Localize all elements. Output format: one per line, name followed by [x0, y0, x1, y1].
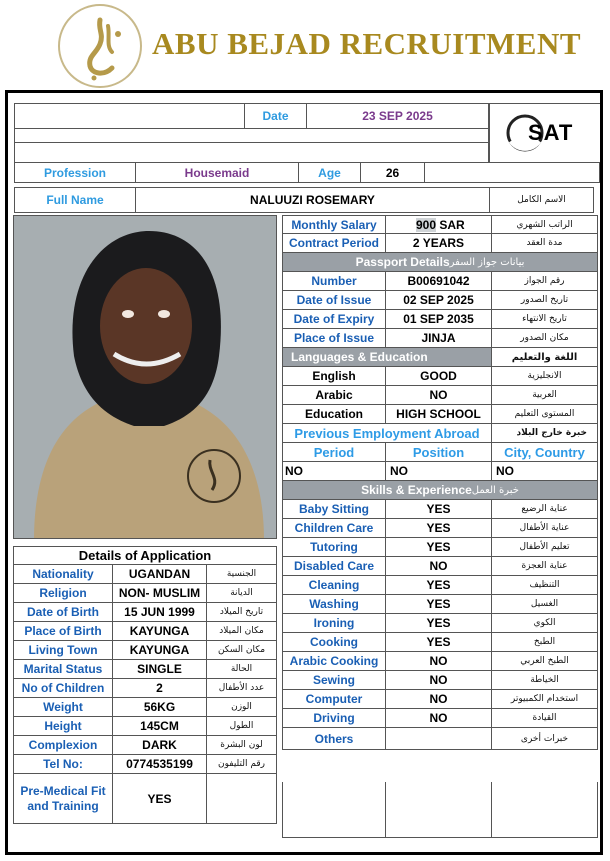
application-row — [13, 736, 277, 755]
brand-logo — [58, 4, 142, 88]
skill-row-label: Driving — [282, 709, 386, 728]
profession-row — [8, 163, 600, 183]
skill-row-ar: الخياطة — [492, 671, 598, 690]
language-row-value: HIGH SCHOOL — [386, 405, 492, 424]
application-row-value: 0774535199 — [113, 755, 207, 774]
language-row-label: Education — [282, 405, 386, 424]
skill-row — [282, 728, 598, 750]
application-row-label: Weight — [13, 698, 113, 717]
period-row — [282, 234, 598, 253]
application-row-label: Nationality — [13, 565, 113, 584]
skill-row-label: Ironing — [282, 614, 386, 633]
skill-row-value: NO — [386, 690, 492, 709]
passport-row — [282, 291, 598, 310]
skill-row-ar: عناية الأطفال — [492, 519, 598, 538]
passport-row — [282, 272, 598, 291]
skill-row-label: Others — [282, 728, 386, 750]
language-row-value: GOOD — [386, 367, 492, 386]
application-row-ar: الوزن — [207, 698, 277, 717]
skill-row — [282, 500, 598, 519]
application-row-label: No of Children — [13, 679, 113, 698]
employment-value-period: NO — [282, 462, 386, 481]
application-row-ar: رقم التليفون — [207, 755, 277, 774]
skill-row-ar: التنظيف — [492, 576, 598, 595]
passport-row-ar: رقم الجواز — [492, 272, 598, 291]
fullname-ar: الاسم الكامل — [490, 187, 594, 213]
passport-row-value: 01 SEP 2035 — [386, 310, 492, 329]
page-header — [0, 0, 610, 90]
brand-name: ABU BEJAD RECRUITMENT — [152, 26, 582, 61]
salary-label: Monthly Salary — [282, 215, 386, 234]
skill-row-value: NO — [386, 652, 492, 671]
skill-row — [282, 519, 598, 538]
languages-title-ar: اللغة والتعليم — [492, 348, 598, 367]
application-row-value: DARK — [113, 736, 207, 755]
application-row-value: SINGLE — [113, 660, 207, 679]
employment-header-position: Position — [386, 443, 492, 462]
passport-row-label: Number — [282, 272, 386, 291]
medical-label: Pre-Medical Fit and Training — [13, 774, 113, 824]
skill-row-label: Cleaning — [282, 576, 386, 595]
application-row — [13, 755, 277, 774]
application-row — [13, 565, 277, 584]
application-row-value: NON- MUSLIM — [113, 584, 207, 603]
passport-section-header — [282, 253, 598, 272]
application-row-label: Place of Birth — [13, 622, 113, 641]
passport-row-value: JINJA — [386, 329, 492, 348]
skill-row-ar: الغسيل — [492, 595, 598, 614]
salary-ar: الراتب الشهري — [492, 215, 598, 234]
period-value: 2 YEARS — [386, 234, 492, 253]
application-row-ar: تاريخ الميلاد — [207, 603, 277, 622]
employment-header-city: City, Country — [492, 443, 598, 462]
date-label: Date — [245, 103, 307, 129]
employment-title: Previous Employment Abroad — [282, 424, 492, 443]
salary-currency: SAR — [439, 217, 465, 232]
skill-row-value: NO — [386, 671, 492, 690]
skill-row-ar: استخدام الكمبيوتر — [492, 690, 598, 709]
application-row-ar: عدد الأطفال — [207, 679, 277, 698]
skill-row — [282, 709, 598, 728]
skills-title-ar: خبرة العمل — [471, 484, 519, 496]
employment-title-ar: خبرة خارج البلاد — [492, 424, 598, 443]
employment-headers — [282, 443, 598, 462]
fullname-row — [14, 187, 594, 213]
period-label: Contract Period — [282, 234, 386, 253]
skill-row-label: Arabic Cooking — [282, 652, 386, 671]
application-row — [13, 584, 277, 603]
application-row-label: Height — [13, 717, 113, 736]
skill-row-value: YES — [386, 500, 492, 519]
skill-row — [282, 652, 598, 671]
skill-row-value: YES — [386, 576, 492, 595]
passport-row-ar: تاريخ الصدور — [492, 291, 598, 310]
skill-row — [282, 633, 598, 652]
application-row — [13, 660, 277, 679]
skill-row-ar: خبرات أخرى — [492, 728, 598, 750]
skill-row-value: YES — [386, 538, 492, 557]
languages-section-header — [282, 348, 598, 367]
skill-row-label: Cooking — [282, 633, 386, 652]
right-column — [282, 215, 598, 750]
skill-row — [282, 690, 598, 709]
skill-row-ar: تعليم الأطفال — [492, 538, 598, 557]
application-row-value: 56KG — [113, 698, 207, 717]
passport-title: Passport Details — [355, 255, 450, 269]
skill-row — [282, 576, 598, 595]
application-row-ar: الطول — [207, 717, 277, 736]
fullname-label: Full Name — [14, 187, 136, 213]
application-row — [13, 698, 277, 717]
application-title: Details of Application — [13, 546, 277, 565]
skill-row-value: YES — [386, 614, 492, 633]
medical-value: YES — [113, 774, 207, 824]
application-row — [13, 717, 277, 736]
skill-row — [282, 538, 598, 557]
employment-value-city: NO — [492, 462, 598, 481]
application-row-label: Tel No: — [13, 755, 113, 774]
date-value: 23 SEP 2025 — [307, 103, 489, 129]
passport-row-label: Date of Issue — [282, 291, 386, 310]
language-row-ar: المستوى التعليم — [492, 405, 598, 424]
fullname-value: NALUUZI ROSEMARY — [136, 187, 490, 213]
passport-row — [282, 329, 598, 348]
application-table — [13, 546, 277, 824]
application-row-ar: مكان الميلاد — [207, 622, 277, 641]
language-row — [282, 367, 598, 386]
application-row-label: Complexion — [13, 736, 113, 755]
date-row — [14, 103, 489, 129]
skill-row — [282, 671, 598, 690]
passport-row-ar: تاريخ الانتهاء — [492, 310, 598, 329]
application-row — [13, 641, 277, 660]
passport-row — [282, 310, 598, 329]
medical-row — [13, 774, 277, 824]
passport-row-label: Place of Issue — [282, 329, 386, 348]
skill-row-label: Children Care — [282, 519, 386, 538]
application-row-ar: الديانة — [207, 584, 277, 603]
application-row-label: Living Town — [13, 641, 113, 660]
period-ar: مدة العقد — [492, 234, 598, 253]
application-row-label: Marital Status — [13, 660, 113, 679]
skill-row-ar: عناية الرضيع — [492, 500, 598, 519]
employment-values — [282, 462, 598, 481]
language-row — [282, 405, 598, 424]
skill-row-ar: الطبخ — [492, 633, 598, 652]
application-row-value: KAYUNGA — [113, 622, 207, 641]
application-header — [13, 546, 277, 565]
language-row-value: NO — [386, 386, 492, 405]
skill-row-value: NO — [386, 557, 492, 576]
language-row-ar: الانجليزية — [492, 367, 598, 386]
passport-row-ar: مكان الصدور — [492, 329, 598, 348]
skill-row-value — [386, 728, 492, 750]
application-row-ar: لون البشرة — [207, 736, 277, 755]
skill-row-value: YES — [386, 633, 492, 652]
agency-logo — [489, 103, 600, 163]
application-row-value: 145CM — [113, 717, 207, 736]
application-row-value: 2 — [113, 679, 207, 698]
employment-header-period: Period — [282, 443, 386, 462]
application-row-value: UGANDAN — [113, 565, 207, 584]
passport-title-ar: بيانات جواز السفر — [449, 256, 525, 268]
salary-row — [282, 215, 598, 234]
skill-row — [282, 557, 598, 576]
skill-row-label: Baby Sitting — [282, 500, 386, 519]
skill-row-value: NO — [386, 709, 492, 728]
age-value: 26 — [361, 163, 425, 183]
application-row-value: 15 JUN 1999 — [113, 603, 207, 622]
skill-row-label: Washing — [282, 595, 386, 614]
profession-value: Housemaid — [136, 163, 299, 183]
passport-row-label: Date of Expiry — [282, 310, 386, 329]
application-row — [13, 679, 277, 698]
profession-label: Profession — [14, 163, 136, 183]
salary-amount: 900 — [416, 217, 437, 232]
language-row-label: English — [282, 367, 386, 386]
skill-row-value: YES — [386, 519, 492, 538]
skill-row-ar: القيادة — [492, 709, 598, 728]
age-label: Age — [299, 163, 361, 183]
language-row-label: Arabic — [282, 386, 386, 405]
language-row — [282, 386, 598, 405]
applicant-photo — [13, 215, 277, 539]
application-row — [13, 603, 277, 622]
language-row-ar: العربية — [492, 386, 598, 405]
skill-row-value: YES — [386, 595, 492, 614]
right-bottom-filler — [282, 782, 598, 838]
application-row-label: Date of Birth — [13, 603, 113, 622]
employment-value-position: NO — [386, 462, 492, 481]
skill-row-ar: عناية العجزة — [492, 557, 598, 576]
skill-row-label: Tutoring — [282, 538, 386, 557]
skills-section-header — [282, 481, 598, 500]
application-row — [13, 622, 277, 641]
skill-row-label: Sewing — [282, 671, 386, 690]
skills-title: Skills & Experience — [361, 483, 472, 497]
skill-row-label: Computer — [282, 690, 386, 709]
languages-title: Languages & Education — [282, 348, 492, 367]
application-row-value: KAYUNGA — [113, 641, 207, 660]
skill-row-ar: الطبخ العربي — [492, 652, 598, 671]
application-row-ar: الجنسية — [207, 565, 277, 584]
agency-logo-text: SAT — [528, 120, 574, 145]
application-row-ar: الحالة — [207, 660, 277, 679]
employment-section-header — [282, 424, 598, 443]
skill-row-label: Disabled Care — [282, 557, 386, 576]
skill-row — [282, 595, 598, 614]
passport-row-value: B00691042 — [386, 272, 492, 291]
application-row-label: Religion — [13, 584, 113, 603]
skill-row-ar: الكوي — [492, 614, 598, 633]
application-row-ar: مكان السكن — [207, 641, 277, 660]
skill-row — [282, 614, 598, 633]
passport-row-value: 02 SEP 2025 — [386, 291, 492, 310]
